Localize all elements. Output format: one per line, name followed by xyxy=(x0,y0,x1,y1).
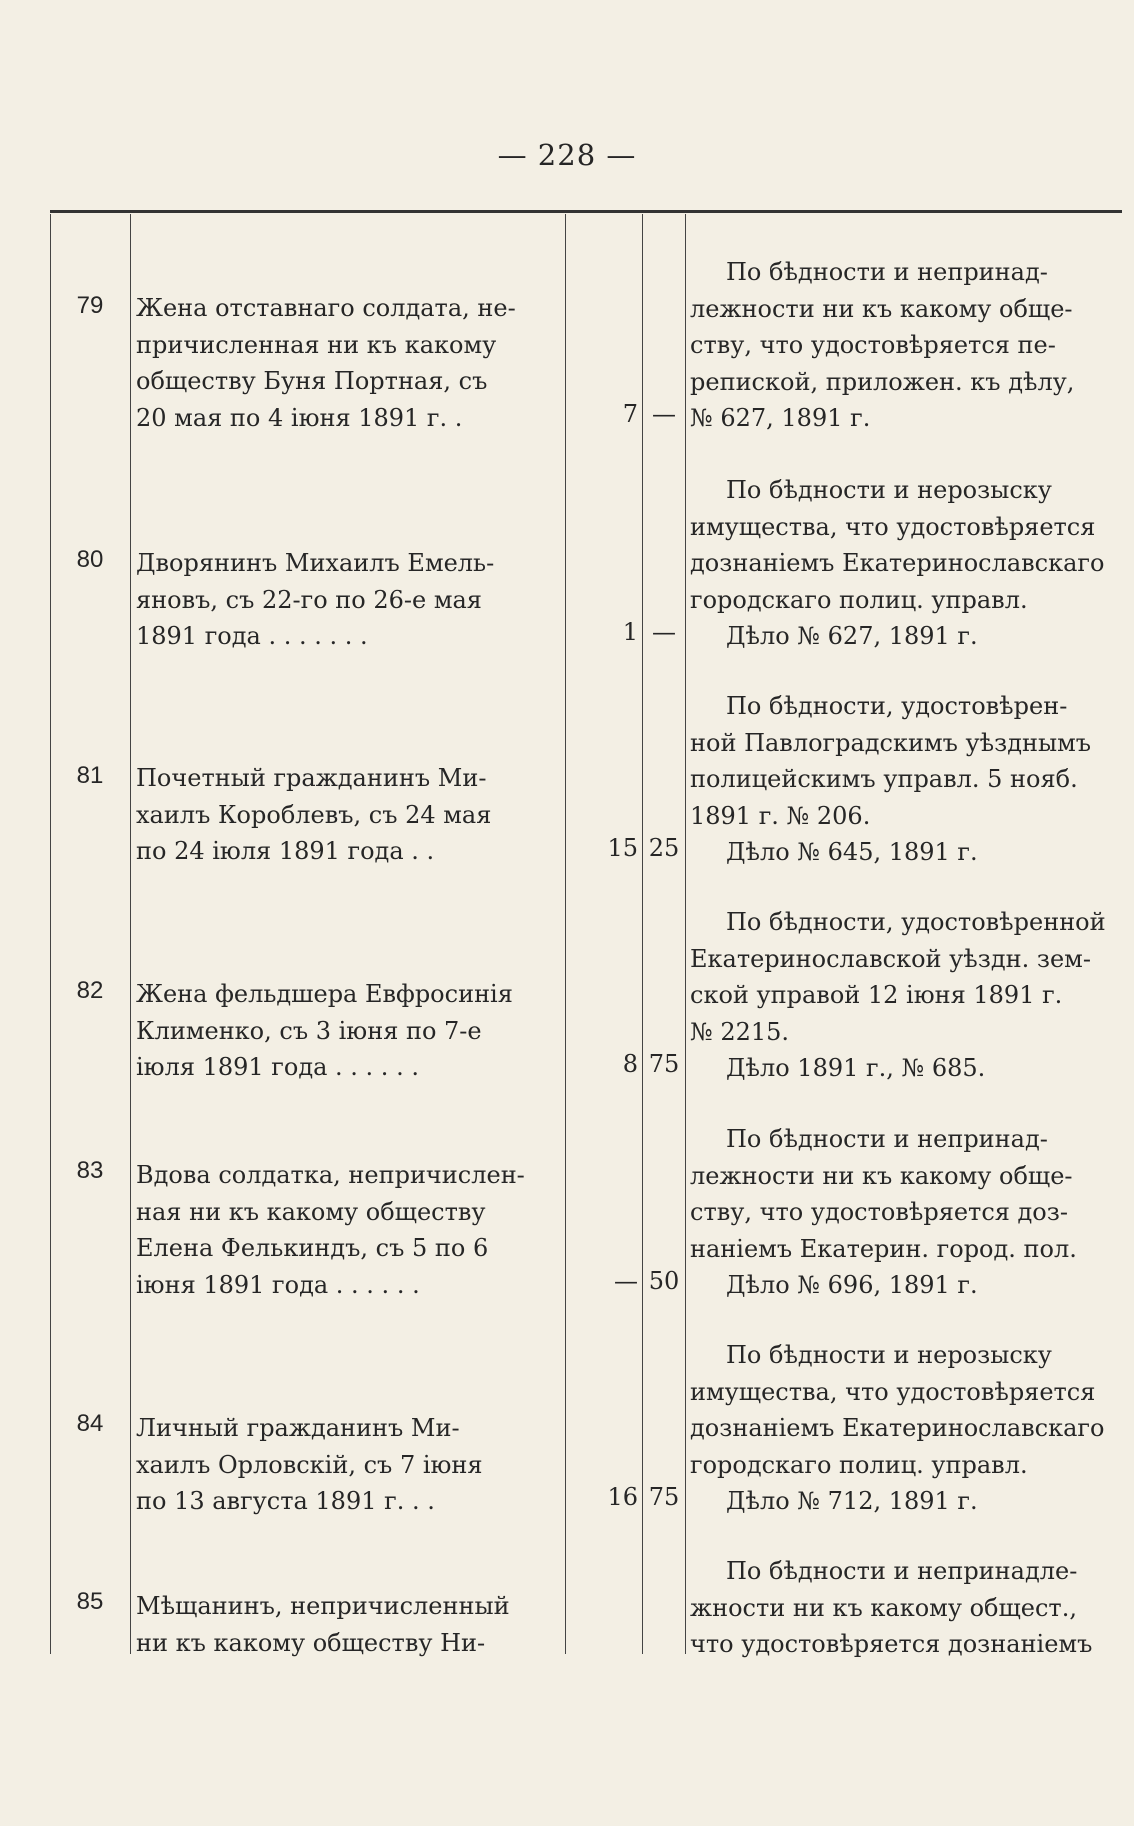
note-line: полицейскимъ управл. 5 нояб. xyxy=(690,765,1078,793)
description-line: Вдова солдатка, непричислен- xyxy=(136,1161,525,1189)
description-line: іюня 1891 года . . . . . . xyxy=(136,1270,420,1299)
description-line: 1891 года . . . . . . . xyxy=(136,622,368,650)
amount-rubles: 15 xyxy=(607,834,638,862)
top-rule xyxy=(50,210,1122,213)
entry-number: 85 xyxy=(76,1588,104,1615)
entry-description xyxy=(136,290,561,436)
note-line: жности ни къ какому общест., xyxy=(690,1593,1077,1622)
amount-kopecks: 25 xyxy=(648,834,680,862)
note-line: По бѣдности и нерозыску xyxy=(726,476,1052,504)
column-divider xyxy=(642,214,643,1654)
entry-number: 84 xyxy=(76,1410,104,1437)
note-line: городскаго полиц. управл. xyxy=(690,585,1028,614)
note-line: Дѣло № 696, 1891 г. xyxy=(726,1271,978,1299)
column-divider xyxy=(50,214,51,1654)
description-line: Жена отставнаго солдата, не- xyxy=(136,294,516,322)
note-line: лежности ни къ какому обще- xyxy=(690,294,1073,323)
note-line: дознаніемъ Екатеринославскаго xyxy=(690,1414,1105,1442)
note-line: лежности ни къ какому обще- xyxy=(690,1161,1073,1190)
description-line: Жена фельдшера Евфросинія xyxy=(136,980,513,1008)
entry-number: 82 xyxy=(76,977,104,1004)
note-line: имущества, что удостовѣряется xyxy=(690,512,1096,541)
amount-kopecks: 50 xyxy=(648,1267,680,1295)
description-line: яновъ, съ 22-го по 26-е мая xyxy=(136,585,482,614)
description-line: Клименко, съ 3 іюня по 7-е xyxy=(136,1016,482,1045)
description-line: по 13 августа 1891 г. . . xyxy=(136,1487,435,1515)
amount-rubles: 8 xyxy=(622,1050,638,1078)
amount-rubles: — xyxy=(614,1267,638,1295)
amount-rubles: 7 xyxy=(622,400,638,428)
note-line: Дѣло 1891 г., № 685. xyxy=(726,1054,986,1082)
description-line: по 24 іюля 1891 года . . xyxy=(136,837,435,865)
amount-kopecks: 75 xyxy=(648,1050,680,1078)
entry-note xyxy=(690,904,1118,1087)
entry-note xyxy=(690,1121,1118,1304)
note-line: имущества, что удостовѣряется xyxy=(690,1377,1096,1406)
entry-description xyxy=(136,1157,561,1303)
note-line: № 2215. xyxy=(690,1017,790,1046)
note-line: По бѣдности, удостовѣрен- xyxy=(726,692,1068,720)
note-line: наніемъ Екатерин. город. пол. xyxy=(690,1234,1077,1263)
note-line: 1891 г. № 206. xyxy=(690,801,871,830)
note-line: ской управой 12 іюня 1891 г. xyxy=(690,981,1063,1009)
description-line: хаилъ Короблевъ, съ 24 мая xyxy=(136,800,492,829)
column-divider xyxy=(565,214,566,1654)
entry-note xyxy=(690,1337,1118,1520)
note-line: № 627, 1891 г. xyxy=(690,404,871,432)
amount-kopecks: — xyxy=(652,618,676,646)
description-line: Мѣщанинъ, непричисленный xyxy=(136,1592,510,1620)
entry-description xyxy=(136,760,561,870)
amount-rubles: 16 xyxy=(607,1483,638,1511)
note-line: Дѣло № 627, 1891 г. xyxy=(726,622,978,650)
amount-kopecks: 75 xyxy=(648,1483,680,1511)
entry-description xyxy=(136,1588,561,1661)
description-line: Личный гражданинъ Ми- xyxy=(136,1414,460,1442)
note-line: По бѣдности и непринад- xyxy=(726,258,1048,286)
entry-description xyxy=(136,976,561,1086)
entry-note xyxy=(690,1553,1118,1663)
description-line: ни къ какому обществу Ни- xyxy=(136,1628,486,1657)
entry-note xyxy=(690,254,1118,437)
note-line: По бѣдности и непринадле- xyxy=(726,1557,1078,1585)
note-line: ству, что удостовѣряется пе- xyxy=(690,331,1056,359)
note-line: По бѣдности и непринад- xyxy=(726,1125,1048,1153)
note-line: репиской, приложен. къ дѣлу, xyxy=(690,367,1075,396)
entry-description xyxy=(136,1410,561,1520)
entry-number: 80 xyxy=(76,546,104,573)
entry-number: 79 xyxy=(76,292,104,319)
note-line: По бѣдности, удостовѣренной xyxy=(726,908,1106,936)
entry-number: 81 xyxy=(76,762,104,789)
amount-rubles: 1 xyxy=(622,618,638,646)
description-line: 20 мая по 4 іюня 1891 г. . xyxy=(136,403,463,432)
amount-kopecks: — xyxy=(652,400,676,428)
note-line: Екатеринославской уѣздн. зем- xyxy=(690,944,1091,973)
note-line: По бѣдности и нерозыску xyxy=(726,1341,1052,1369)
description-line: Почетный гражданинъ Ми- xyxy=(136,764,487,792)
entry-description xyxy=(136,545,561,655)
description-line: іюля 1891 года . . . . . . xyxy=(136,1053,419,1081)
description-line: обществу Буня Портная, съ xyxy=(136,367,488,395)
note-line: городскаго полиц. управл. xyxy=(690,1450,1028,1479)
entry-note xyxy=(690,688,1118,871)
note-line: Дѣло № 712, 1891 г. xyxy=(726,1487,978,1515)
entry-number: 83 xyxy=(76,1157,104,1184)
description-line: Елена Фелькиндъ, съ 5 по 6 xyxy=(136,1234,489,1262)
note-line: ству, что удостовѣряется доз- xyxy=(690,1198,1068,1226)
description-line: Дворянинъ Михаилъ Емель- xyxy=(136,549,495,577)
note-line: дознаніемъ Екатеринославскаго xyxy=(690,549,1105,577)
description-line: ная ни къ какому обществу xyxy=(136,1197,486,1226)
description-line: причисленная ни къ какому xyxy=(136,330,497,359)
note-line: что удостовѣряется дознаніемъ xyxy=(690,1630,1093,1658)
description-line: хаилъ Орловскій, съ 7 іюня xyxy=(136,1450,483,1479)
note-line: Дѣло № 645, 1891 г. xyxy=(726,838,978,866)
column-divider xyxy=(685,214,686,1654)
column-divider xyxy=(130,214,131,1654)
entry-note xyxy=(690,472,1118,655)
page-number: — 228 — xyxy=(497,138,637,172)
note-line: ной Павлоградскимъ уѣзднымъ xyxy=(690,728,1092,757)
